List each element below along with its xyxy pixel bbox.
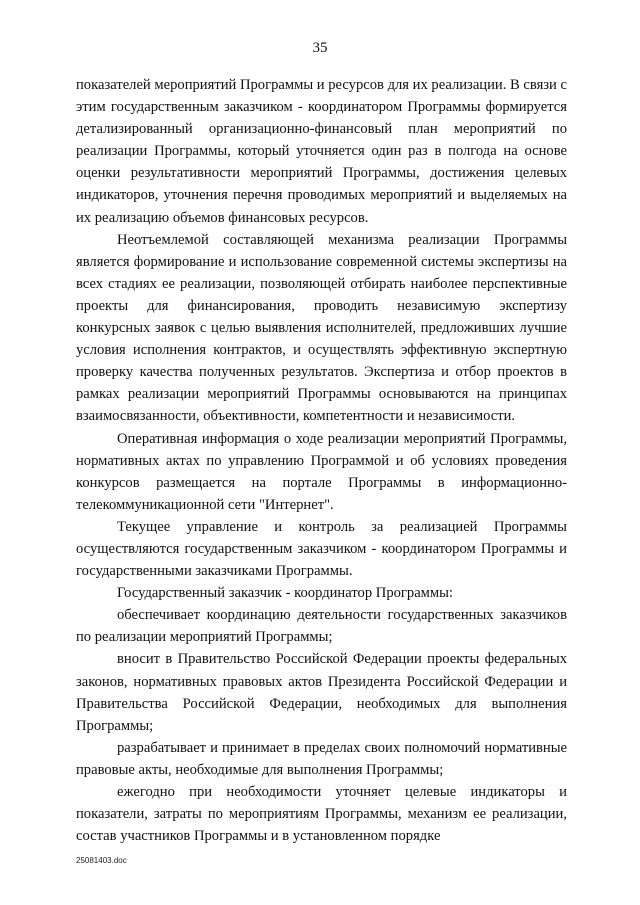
paragraph-duty-annual-update: ежегодно при необходимости уточняет целевые индикаторы и показатели, затраты по мероприятиям Программы, механизм ее реализации, состав участников Программы и в установленном порядке <box>76 784 567 845</box>
paragraph-duty-coordination: обеспечивает координацию деятельности государственных заказчиков по реализации мероприятий Программы; <box>76 607 567 646</box>
paragraph-current-management: Текущее управление и контроль за реализацией Программы осуществляются государственным заказчиком - координатором Программы и государственными заказчиками Программы. <box>76 518 567 580</box>
paragraph-coordinator-heading: Государственный заказчик - координатор Программы: <box>117 585 453 602</box>
document-body <box>76 74 567 847</box>
paragraph-expertise-system: Неотъемлемой составляющей механизма реализации Программы является формирование и использование современной системы экспертизы на всех стадиях ее реализации, позволяющей отбирать наиболее перспективные проекты для финансирования, проводить независимую экспертизу конкурсных заявок с целью выявления исполнителей, предложивших лучшие условия исполнения контрактов, и осуществлять эффективную экспертную проверку качества полученных результатов. Экспертиза и отбор проектов в рамках реализации мероприятий Программы основываются на принципах взаимосвязанности, объективности, компетентности и независимости. <box>76 231 567 425</box>
paragraph-duty-develops-acts: разрабатывает и принимает в пределах своих полномочий нормативные правовые акты, необходимые для выполнения Программы; <box>76 739 567 778</box>
page-number: 35 <box>312 40 328 56</box>
paragraph-plan-continuation: показателей мероприятий Программы и ресурсов для их реализации. В связи с этим государственным заказчиком - координатором Программы формируется детализированный организационно-финансовый план мероприятий по реализации Программы, который уточняется один раз в полгода на основе оценки результативности мероприятий Программы, достижения целевых индикаторов, уточнения перечня проводимых мероприятий и выделяемых на их реализацию объемов финансовых ресурсов. <box>76 77 567 226</box>
file-name-footer: 25081403.doc <box>76 856 127 865</box>
paragraph-operational-info: Оперативная информация о ходе реализации мероприятий Программы, нормативных актах по управлению Программой и об условиях проведения конкурсов размещается на портале Программы в информационно-телекоммуникационной сети "Интернет". <box>76 430 567 513</box>
paragraph-duty-submits-drafts: вносит в Правительство Российской Федерации проекты федеральных законов, нормативных правовых актов Президента Российской Федерации и Правительства Российской Федерации, необходимых для выполнения Программы; <box>76 651 567 734</box>
